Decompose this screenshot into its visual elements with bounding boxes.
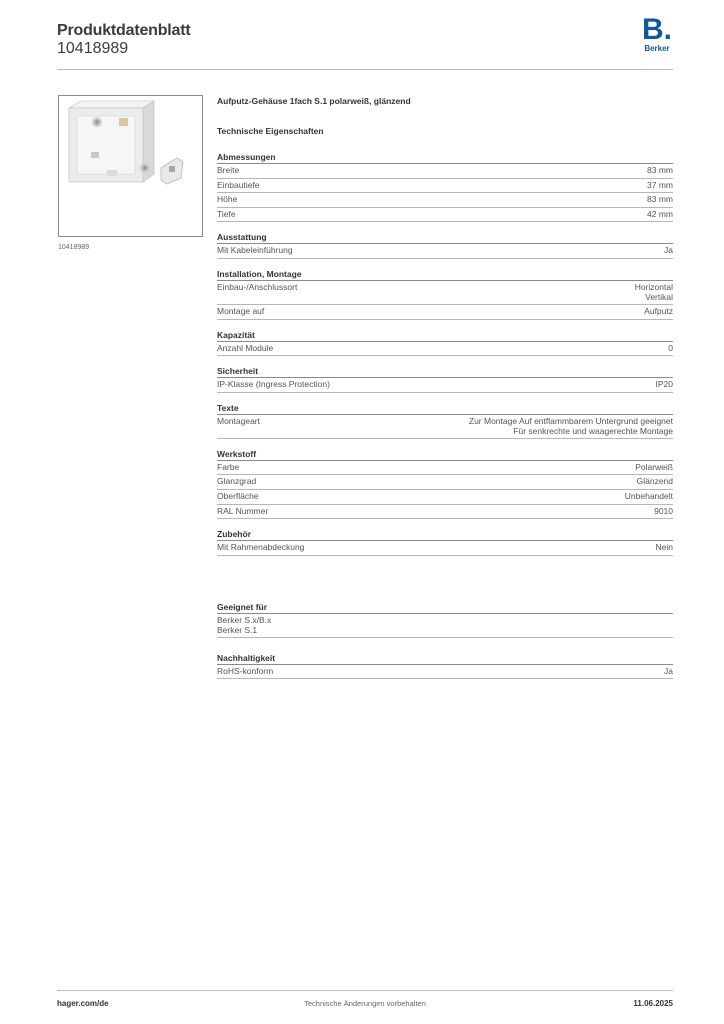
property-label: Tiefe [217,208,236,219]
properties-title: Technische Eigenschaften [217,126,324,136]
property-row [217,665,673,680]
property-row [217,475,673,490]
property-value: 42 mm [647,208,673,219]
sustainability-section [217,652,673,680]
property-row [217,378,673,393]
section-title: Abmessungen [217,151,673,164]
section-title: Ausstattung [217,231,673,244]
properties-list [217,151,673,556]
section-title: Texte [217,402,673,415]
image-caption: 10418989 [58,244,90,251]
property-label: RoHS-konform [217,665,274,676]
suitable-item: Berker S.1 [217,625,258,636]
property-label: RAL Nummer [217,505,269,516]
property-row [217,305,673,320]
section-title: Geeignet für [217,601,673,614]
suitable-section [217,601,673,638]
property-value: Glänzend [636,476,673,487]
footer-disclaimer: Technische Änderungen vorbehalten [304,999,426,1008]
property-row [217,208,673,223]
page-header [57,13,673,70]
property-value: 83 mm [647,194,673,205]
property-value: Ja [664,245,673,256]
property-section [217,528,673,556]
property-value: Horizontal Vertikal [634,281,673,303]
berker-logo [641,13,673,54]
footer-website: hager.com/de [57,999,109,1008]
property-value: Nein [655,542,673,553]
property-label: Höhe [217,194,238,205]
section-title: Kapazität [217,329,673,342]
property-value: Ja [664,665,673,676]
property-label: Glanzgrad [217,476,257,487]
doc-title: Produktdatenblatt [57,22,191,39]
section-title: Installation, Montage [217,268,673,281]
property-section [217,231,673,259]
property-value: Zur Montage Auf entflammbarem Untergrund geeignet Für senkrechte und waagerechte Montage [468,415,673,437]
section-title: Werkstoff [217,448,673,461]
logo-mark: B. [642,13,672,46]
property-row [217,541,673,556]
suitable-list [217,614,673,638]
property-row [217,490,673,505]
property-row [217,461,673,476]
property-section [217,402,673,439]
suitable-item: Berker S.x/B.x [217,614,272,625]
property-section [217,329,673,357]
property-value: 9010 [654,505,673,516]
section-title: Sicherheit [217,365,673,378]
property-value: Aufputz [644,305,673,316]
property-section [217,151,673,222]
spacer [217,565,673,601]
doc-number: 10418989 [57,40,129,57]
property-row [217,179,673,194]
property-value: 37 mm [647,179,673,190]
property-label: Einbau-/Anschlussort [217,281,298,292]
product-image [58,95,203,237]
property-row [217,164,673,179]
property-value: 83 mm [647,165,673,175]
property-row [217,193,673,208]
property-label: Farbe [217,461,240,472]
main-content [217,94,673,688]
logo-name: Berker [644,44,670,53]
property-label: Anzahl Module [217,342,274,353]
property-row [217,342,673,357]
property-row [217,415,673,439]
property-label: Mit Rahmenabdeckung [217,542,305,553]
product-title: Aufputz-Gehäuse 1fach S.1 polarweiß, glänzend [217,96,411,106]
property-value: IP20 [655,379,673,390]
property-row [217,505,673,520]
property-label: IP-Klasse (Ingress Protection) [217,379,330,390]
surface-housing-illustration [59,96,202,236]
property-label: Einbautiefe [217,179,260,190]
footer-date: 11.06.2025 [633,999,673,1008]
page-footer [57,990,673,1014]
property-row [217,281,673,305]
section-title: Nachhaltigkeit [217,652,673,665]
property-label: Oberfläche [217,490,259,501]
property-label: Montageart [217,415,260,426]
property-label: Mit Kabeleinführung [217,245,293,256]
property-label: Montage auf [217,305,265,316]
property-value: Polarweiß [635,461,673,472]
property-section [217,448,673,519]
property-row [217,244,673,259]
property-label: Breite [217,165,240,175]
property-section [217,365,673,393]
property-section [217,268,673,320]
property-value: 0 [668,342,673,353]
property-value: Unbehandelt [624,490,673,501]
section-title: Zubehör [217,528,673,541]
